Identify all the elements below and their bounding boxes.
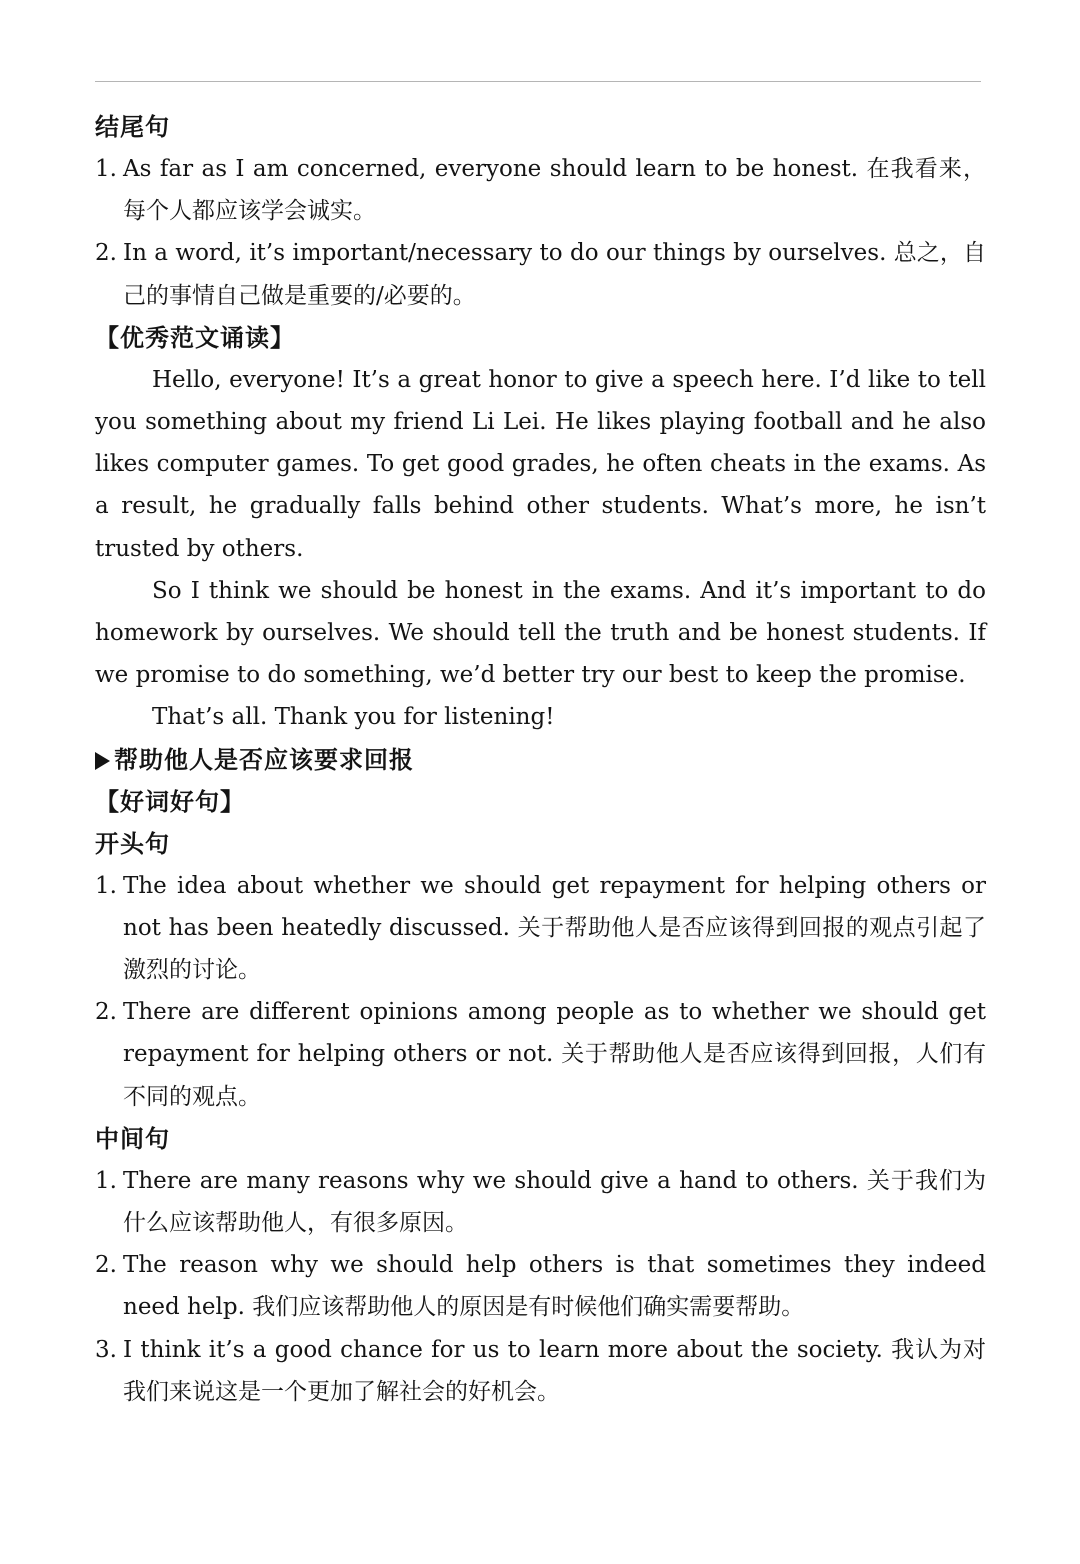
opening-item-2 [95,991,986,1118]
topic-heading [95,739,986,781]
item-number: 1. [95,156,117,182]
opening-sentences-heading: 开头句 [95,829,170,858]
opening-item-1 [95,865,986,992]
item-text: As far as I am concerned, everyone should learn to be honest. 在我看来，每个人都应该学会诚实。 [123,156,986,225]
essay-paragraph: Hello, everyone! It’s a great honor to give a speech here. I’d like to tell you something about my friend Li Lei. He likes playing football and he also likes computer games. To get good grades, he often cheats in the exams. As a result, he gradually falls behind other students. What’s more, he isn’t trusted by others. [95,366,986,562]
topic-title: 帮助他人是否应该要求回报 [114,745,414,774]
essay-paragraph: That’s all. Thank you for listening! [152,704,555,731]
middle-sentences-heading: 中间句 [95,1124,170,1153]
item-text: There are different opinions among people as to whether we should get repayment for helping others or not. 关于帮助他人是否应该得到回报，人们有不同的观点。 [123,999,986,1110]
middle-item-2 [95,1244,986,1328]
closing-item-1 [95,148,986,232]
item-text: In a word, it’s important/necessary to do our things by ourselves. 总之，自己的事情自己做是重要的/必要的。 [123,240,986,309]
top-divider [95,81,981,82]
good-phrases-heading: 【好词好句】 [95,787,245,816]
item-text: The idea about whether we should get repayment for helping others or not has been heatedly discussed. 关于帮助他人是否应该得到回报的观点引起了激烈的讨论。 [123,872,986,984]
item-number: 1. [95,872,117,899]
model-essay-heading: 【优秀范文诵读】 [95,323,295,352]
item-text: The reason why we should help others is that sometimes they indeed need help. 我们应该帮助他人的原因是有时候他们确实需要帮助。 [123,1252,986,1321]
item-number: 2. [95,240,117,267]
middle-item-3 [95,1329,986,1413]
triangle-bullet-icon [95,752,110,770]
content-column [95,106,986,1413]
item-text: There are many reasons why we should give a hand to others. 关于我们为什么应该帮助他人，有很多原因。 [123,1167,986,1237]
item-text: I think it’s a good chance for us to learn more about the society. 我认为对我们来说这是一个更加了解社会的好机会。 [123,1336,986,1405]
item-number: 3. [95,1336,117,1363]
item-number: 2. [95,999,117,1026]
model-essay [95,359,986,739]
middle-item-1 [95,1160,986,1244]
essay-paragraph: So I think we should be honest in the exams. And it’s important to do homework by ourselves. We should tell the truth and be honest students. If we promise to do something, we’d better try our best to keep the promise. [95,577,986,689]
closing-sentences-heading: 结尾句 [95,113,170,141]
item-number: 1. [95,1167,117,1194]
item-number: 2. [95,1252,117,1279]
closing-item-2 [95,232,986,316]
